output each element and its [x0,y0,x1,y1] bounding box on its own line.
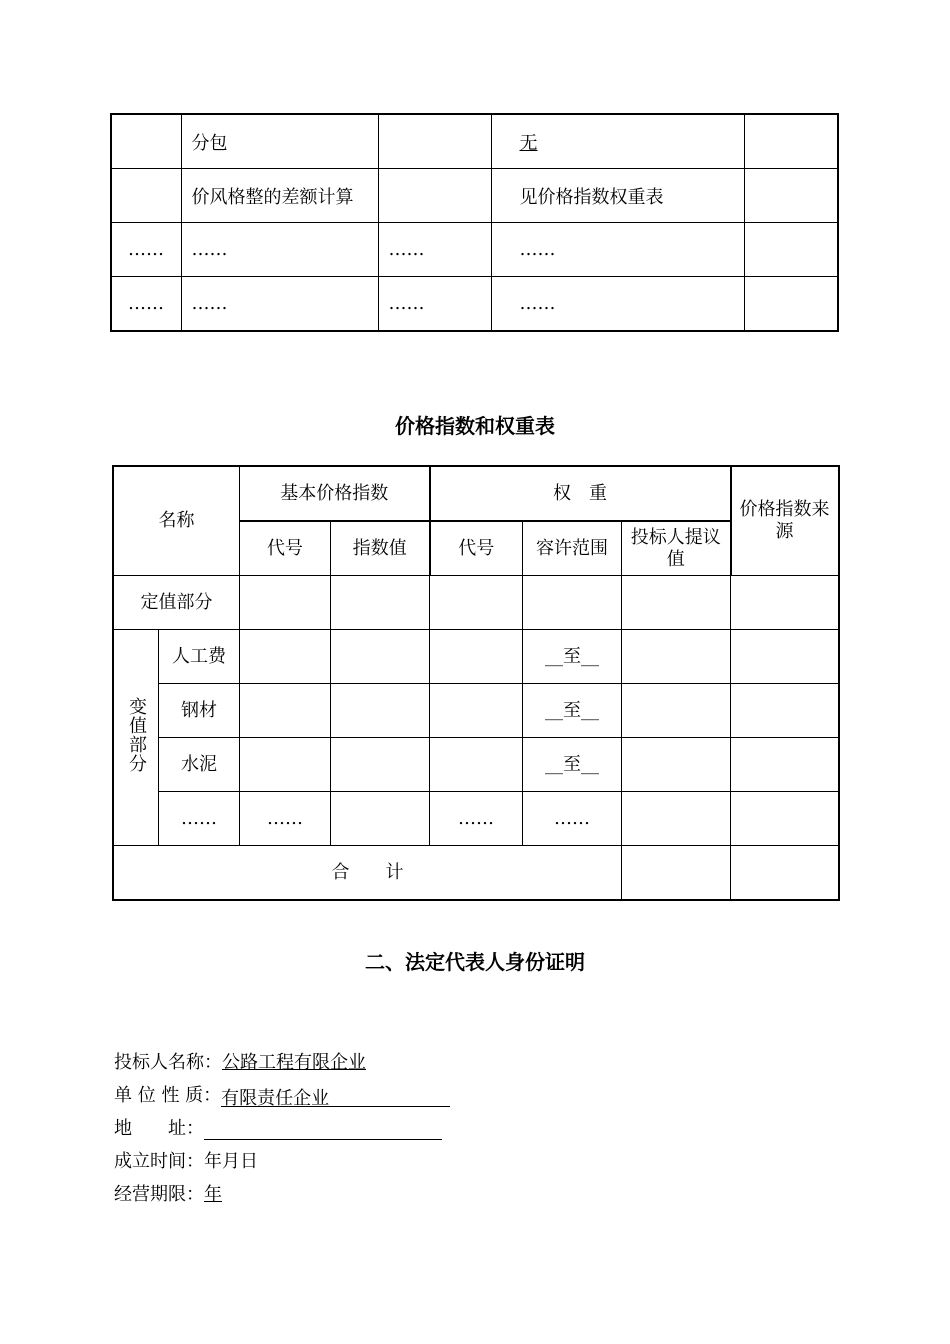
cell-text: 无 [519,132,538,154]
variable-part-label [113,630,159,846]
company-nature-label: 单 位 性 质： [114,1085,222,1106]
vertical-text: 变值部分 [126,696,147,773]
table-row [113,684,839,738]
business-term-line [114,1180,222,1206]
company-nature-text: 有限责任企业 [221,1088,330,1109]
table-cell [491,114,744,169]
row-name: 水泥 [159,738,240,792]
table-row [111,277,838,332]
table-cell: …… [430,792,523,846]
company-nature-line [114,1081,450,1107]
range-cell: __至__ [523,630,622,684]
table-cell [331,738,430,792]
table-cell [731,630,839,684]
established-value: 年月日 [204,1151,258,1172]
table-cell: 分包 [181,114,378,169]
table-row [111,114,838,169]
table-cell [240,630,331,684]
table-cell [331,576,430,630]
table-cell [731,792,839,846]
header-index-value: 指数值 [331,521,430,576]
table-cell [240,576,331,630]
table-cell [430,576,523,630]
table-cell: …… [378,223,491,277]
table-cell: …… [378,277,491,332]
table-cell: …… [240,792,331,846]
table-cell [111,169,181,223]
fixed-part-label: 定值部分 [113,576,240,630]
bidder-name-label: 投标人名称： [114,1052,222,1073]
table-cell [744,114,838,169]
range-cell: __至__ [523,684,622,738]
established-line [114,1147,258,1173]
table-row [111,223,838,277]
table-row [113,792,839,846]
header-bidder-value: 投标人提议值 [622,521,731,576]
table-cell: …… [181,277,378,332]
table-cell [622,792,731,846]
row-name: 钢材 [159,684,240,738]
table-cell [744,223,838,277]
table-cell [240,684,331,738]
header-name: 名称 [113,466,240,576]
contract-clause-table [110,113,839,332]
table-cell [430,738,523,792]
table-cell [622,684,731,738]
table-row [113,738,839,792]
header-allowed-range: 容许范围 [523,521,622,576]
table-cell [378,169,491,223]
address-line [114,1114,442,1140]
address-label: 地 址： [114,1118,204,1139]
header-source: 价格指数来源 [731,466,839,576]
table-row [113,576,839,630]
header-row [113,466,839,521]
table-cell [744,169,838,223]
table-cell [731,846,839,901]
table-cell [430,684,523,738]
business-term-value: 年 [204,1184,222,1205]
header-base-index: 基本价格指数 [240,466,430,521]
total-row [113,846,839,901]
table-cell [731,684,839,738]
table-cell [430,630,523,684]
row-name: 人工费 [159,630,240,684]
range-cell: __至__ [523,738,622,792]
table-cell: …… [111,277,181,332]
table-title: 价格指数和权重表 [395,414,555,438]
table-cell [331,792,430,846]
business-term-label: 经营期限： [114,1184,204,1205]
table-cell: …… [159,792,240,846]
table-cell [622,630,731,684]
table-cell [378,114,491,169]
table-cell [622,738,731,792]
table-cell: …… [111,223,181,277]
total-label: 合 计 [113,846,622,901]
price-index-weight-table [112,465,840,901]
established-label: 成立时间： [114,1151,204,1172]
section-title: 二、法定代表人身份证明 [365,950,585,974]
table-cell [731,738,839,792]
table-cell [744,277,838,332]
header-weight: 权 重 [430,466,731,521]
table-cell [331,630,430,684]
header-weight-code: 代号 [430,521,523,576]
bidder-name-line [114,1048,366,1074]
table-row [111,169,838,223]
table-cell [622,576,731,630]
table-row [113,630,839,684]
table-cell [622,846,731,901]
table-cell [111,114,181,169]
table-cell: …… [523,792,622,846]
table-cell [331,684,430,738]
table-cell: …… [491,277,744,332]
company-nature-value [221,1084,450,1107]
bidder-name-value: 公路工程有限企业 [222,1052,366,1073]
address-field [204,1117,442,1140]
table-cell [523,576,622,630]
table-cell: 价风格整的差额计算 [181,169,378,223]
header-code: 代号 [240,521,331,576]
table-cell: …… [181,223,378,277]
table-cell: …… [491,223,744,277]
table-cell: 见价格指数权重表 [491,169,744,223]
table-cell [731,576,839,630]
table-cell [240,738,331,792]
